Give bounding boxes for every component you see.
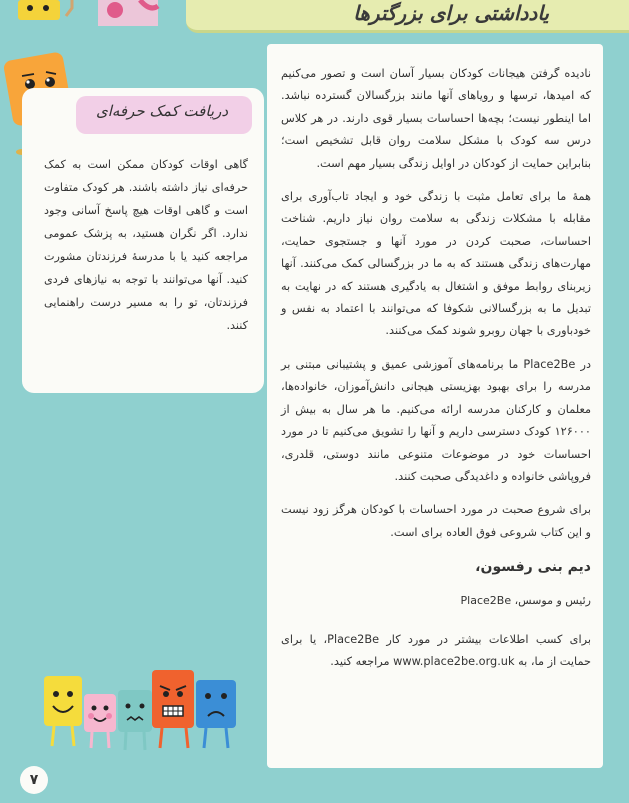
main-text-panel	[267, 44, 603, 768]
signature-name: دیم بنی رفسون،	[475, 559, 591, 576]
professional-help-text: گاهی اوقات کودکان ممکن است به کمک حرفه‌ای نیاز داشته باشند. هر کودک متفاوت است و گاهی اوقات هیچ پاسخ آسانی وجود ندارد. اگر نگران هستید، به پزشک عمومی مراجعه کنید یا با مدرسهٔ فرزندتان مشورت کنید. آنها می‌توانند با توجه به نیازهای فردی فرزندتان، تو را به مسیر درست راهنمایی کنند.	[44, 158, 248, 332]
paragraph-5: برای کسب اطلاعات بیشتر در مورد کار Place2Be، یا برای حمایت از ما، به www.place2be.org.uk مراجعه کنید.	[281, 632, 591, 668]
page-number: ۷	[20, 766, 48, 794]
paragraph-2: همهٔ ما برای تعامل مثبت با زندگی خود و ایجاد تاب‌آوری برای مقابله با مشکلات زندگی به سلامت روان نیاز داریم. شناخت احساسات، صحبت کردن در مورد آنها و جستجوی حمایت، مهارت‌های زندگی هستند که به ما در بزرگسالی کمک می‌کنند. آنها زیربنای روابط موفق و اشتغال به یادگیری هستند که در نهایت به تبدیل ما به بزرگسالانی شکوفا که می‌توانند با اعتماد به نفس و خودباوری با جهان روبرو شوند کمک می‌کنند.	[281, 190, 591, 338]
professional-help-title: دریافت کمک حرفه‌ای	[95, 102, 228, 120]
header-bar	[186, 0, 629, 33]
feelings-monsters-illustration	[36, 664, 246, 759]
yellow-happy-monster-icon	[44, 676, 82, 746]
teal-worried-monster-icon	[118, 690, 152, 750]
orange-angry-monster-icon	[152, 670, 194, 748]
pink-smiling-monster-icon	[84, 694, 116, 748]
page-title: یادداشتی برای بزرگترها	[353, 1, 549, 25]
signature-role: رئیس و موسس، Place2Be	[460, 594, 591, 608]
blue-sad-monster-icon	[196, 680, 236, 748]
yellow-character-icon	[18, 0, 60, 20]
pink-character-icon	[98, 0, 158, 26]
paragraph-1: نادیده گرفتن هیجانات کودکان بسیار آسان است و تصور می‌کنیم که امیدها، ترسها و رویاهای آنها مانند بزرگسالان گسترده نباشد. اما اینطور نیست؛ بچه‌ها احساسات بسیار قوی دارند. در هر کلاس درس سه کودک با مشکل سلامت روان قابل تشخیص است؛ بنابراین حمایت از کودکان در اوایل زندگی بسیار مهم است.	[281, 67, 591, 170]
paragraph-3: در Place2Be ما برنامه‌های آموزشی عمیق و پشتیبانی مبتنی بر مدرسه را برای بهبود بهزیستی هیجانی دانش‌آموزان، خانواده‌ها، معلمان و کارکنان مدرسه ارائه می‌کنیم. ما هر سال به بیش از ۱۲۶۰۰۰ کودک دسترسی داریم و آنها را تشویق می‌کنیم تا در مورد احساسات خود در موضوعات متنوعی مانند دوستی، قلدری، فروپاشی خانواده و داغدیدگی صحبت کنند.	[281, 357, 591, 483]
paragraph-4: برای شروع صحبت در مورد احساسات با کودکان هرگز زود نیست و این کتاب شروعی فوق العاده برای است.	[281, 503, 591, 539]
professional-help-title-pill	[76, 96, 252, 134]
